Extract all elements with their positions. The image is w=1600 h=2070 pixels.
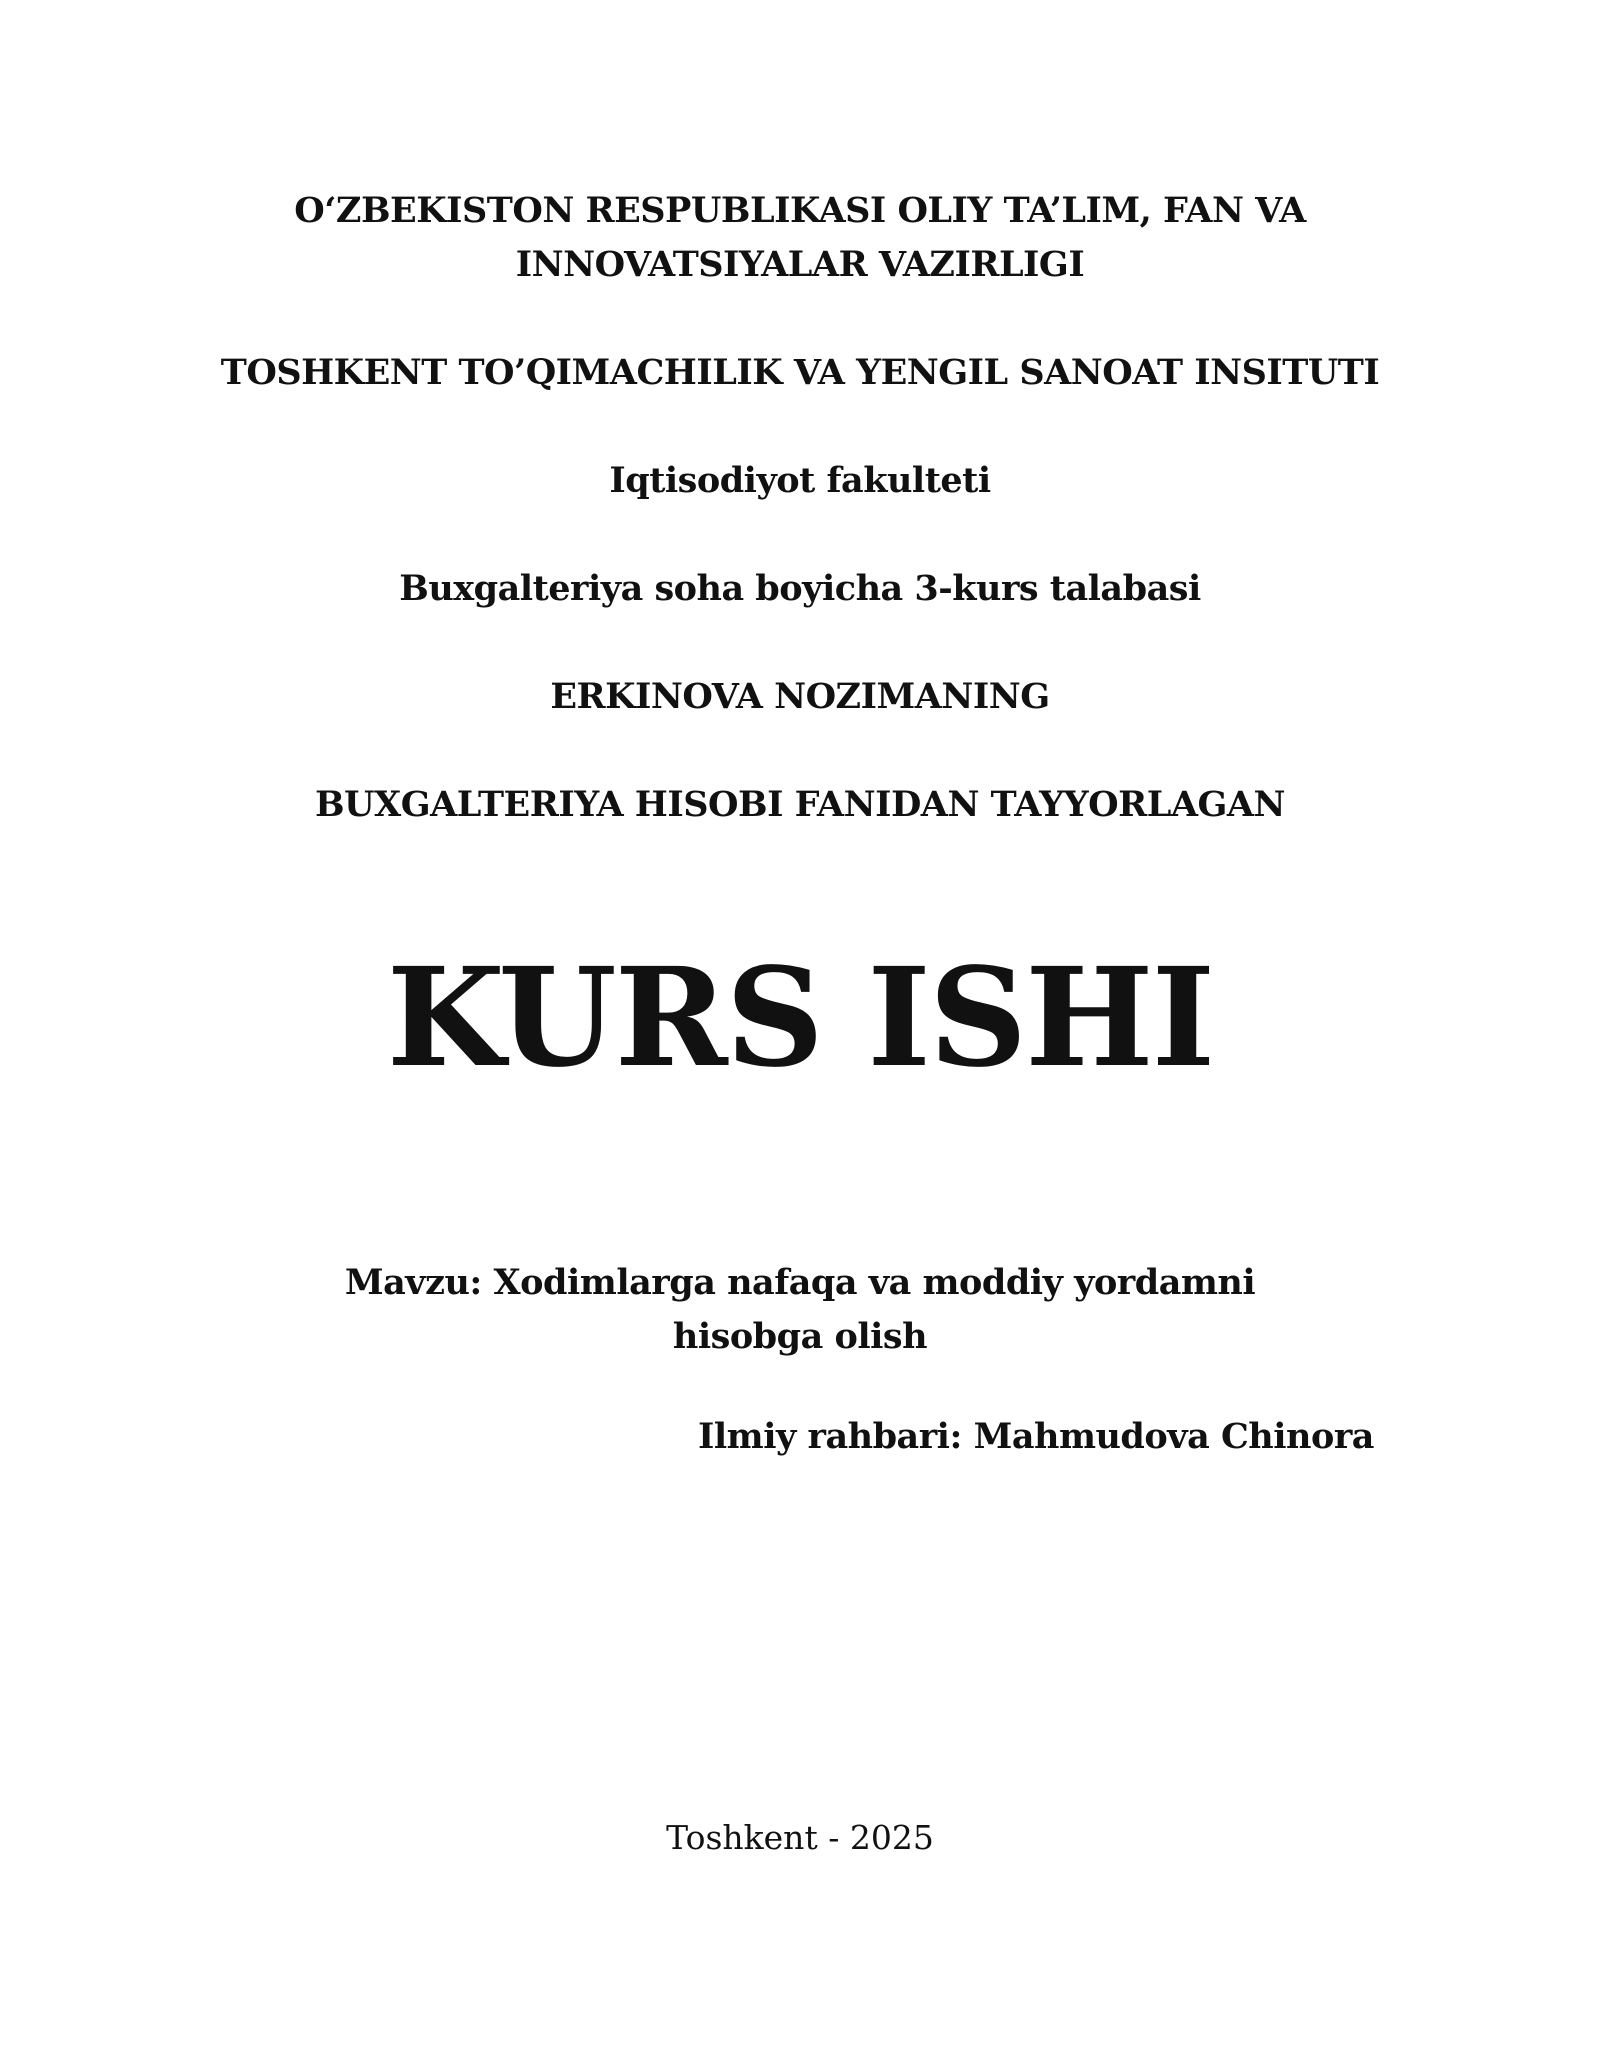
scientific-advisor: Ilmiy rahbari: Mahmudova Chinora bbox=[698, 1416, 1374, 1457]
faculty-name: Iqtisodiyot fakulteti bbox=[609, 460, 991, 501]
student-name: ERKINOVA NOZIMANING bbox=[550, 676, 1050, 717]
subject-line: BUXGALTERIYA HISOBI FANIDAN TAYYORLAGAN bbox=[314, 784, 1286, 825]
place-and-year: Toshkent - 2025 bbox=[666, 1818, 934, 1857]
course-info: Buxgalteriya soha boyicha 3-kurs talabasi bbox=[399, 568, 1201, 609]
ministry-name-line-1: O‘ZBEKISTON RESPUBLIKASI OLIY TA’LIM, FAN VA bbox=[294, 190, 1306, 231]
institute-name: TOSHKENT TO’QIMACHILIK VA YENGIL SANOAT INSITUTI bbox=[220, 352, 1380, 393]
topic-text: Mavzu: Xodimlarga nafaqa va moddiy yordamni hisobga olish bbox=[344, 1262, 1256, 1357]
ministry-name-line-2: INNOVATSIYALAR VAZIRLIGI bbox=[515, 244, 1085, 285]
document-type-title: KURS ISHI bbox=[386, 938, 1214, 1098]
